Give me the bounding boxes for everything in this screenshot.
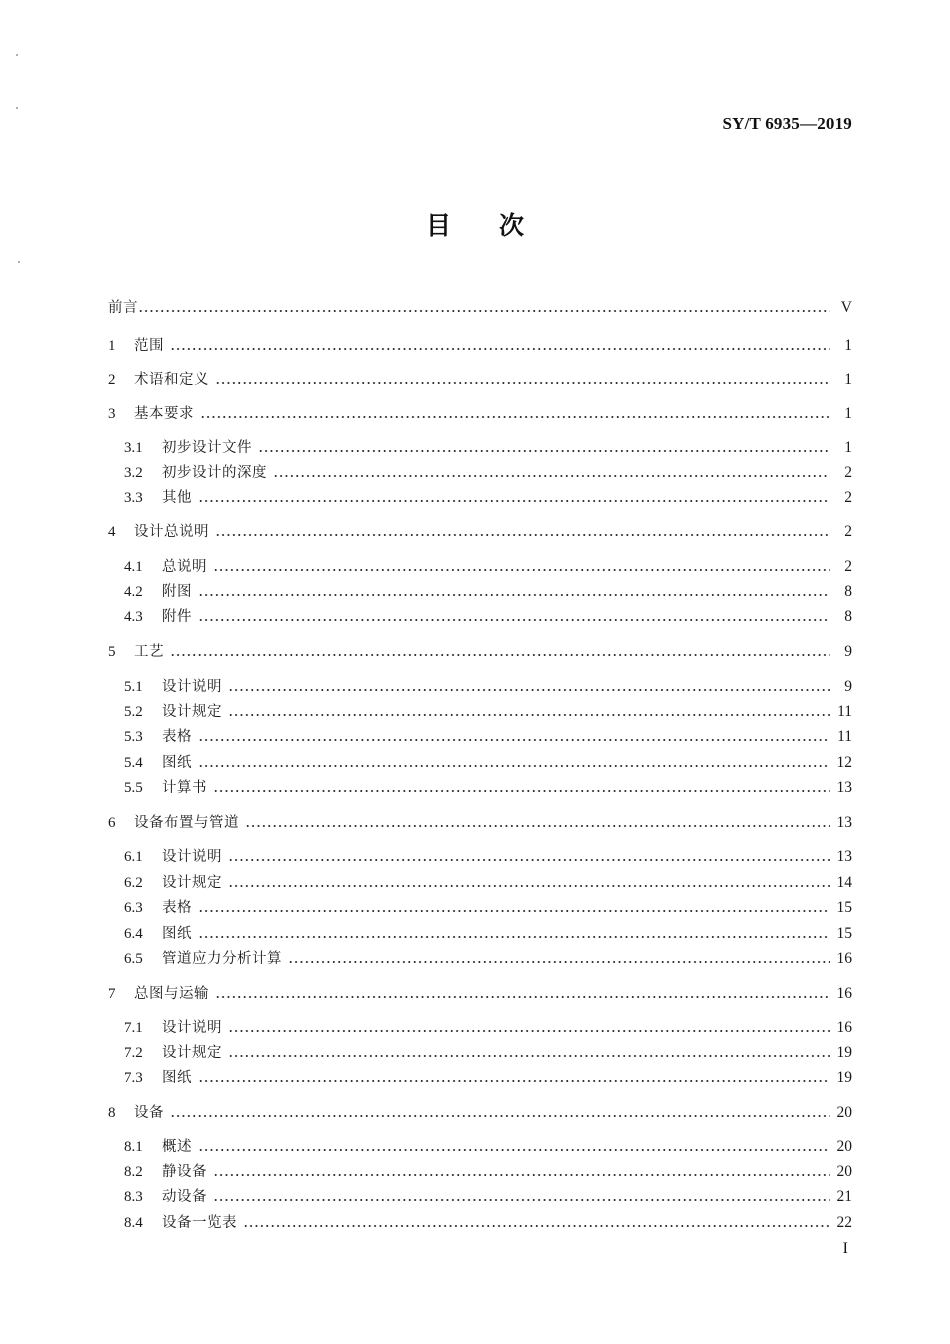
scan-artifact	[18, 261, 20, 263]
toc-entry-page: 2	[844, 558, 852, 575]
toc-entry-number: 4.3	[124, 609, 143, 625]
toc-entry-number: 1	[108, 338, 116, 354]
toc-entry-title: 设计说明	[162, 849, 222, 865]
toc-entry-number: 6.1	[124, 849, 143, 865]
dot-leader	[243, 1225, 830, 1227]
dot-leader	[228, 885, 830, 887]
toc-entry[interactable]	[108, 982, 852, 1006]
toc-entry-number: 5.3	[124, 729, 143, 745]
dot-leader	[228, 1055, 830, 1057]
dot-leader	[228, 859, 830, 861]
toc-entry-page: 16	[836, 985, 852, 1002]
toc-entry[interactable]	[108, 402, 852, 426]
toc-entry-page: 20	[836, 1163, 852, 1180]
toc-entry-number: 4.1	[124, 559, 143, 575]
toc-entry[interactable]	[124, 1160, 852, 1184]
toc-entry-number: 5	[108, 644, 116, 660]
toc-entry-page: 14	[836, 874, 852, 891]
scan-artifact	[16, 54, 18, 56]
toc-entry-number: 8.3	[124, 1189, 143, 1205]
toc-entry-title: 前言	[108, 300, 138, 316]
dot-leader	[198, 936, 830, 938]
toc-entry-page: 1	[844, 337, 852, 354]
toc-entry-number: 7.1	[124, 1020, 143, 1036]
toc-entry-number: 4.2	[124, 584, 143, 600]
dot-leader	[258, 450, 830, 452]
toc-entry[interactable]	[108, 1101, 852, 1125]
toc-entry[interactable]	[124, 461, 852, 485]
toc-entry-title: 设计说明	[162, 679, 222, 695]
toc-entry-title: 设计规定	[162, 875, 222, 891]
toc-entry-page: 11	[837, 728, 852, 745]
toc-entry-title: 设备布置与管道	[134, 815, 239, 831]
toc-entry-number: 3.1	[124, 440, 143, 456]
toc-entry-title: 设备一览表	[162, 1215, 237, 1231]
toc-entry-number: 3	[108, 406, 116, 422]
toc-entry[interactable]	[124, 700, 852, 724]
toc-entry[interactable]	[124, 1066, 852, 1090]
toc-entry-title: 基本要求	[134, 406, 194, 422]
toc-entry-page: 13	[836, 814, 852, 831]
toc-entry-title: 其他	[162, 490, 192, 506]
dot-leader	[198, 500, 830, 502]
dot-leader	[215, 382, 830, 384]
toc-entry-title: 初步设计的深度	[162, 465, 267, 481]
toc-entry-page: 9	[844, 643, 852, 660]
toc-entry-title: 图纸	[162, 926, 192, 942]
toc-entry-title: 总图与运输	[134, 986, 209, 1002]
toc-entry-number: 2	[108, 372, 116, 388]
toc-entry-page: 15	[836, 925, 852, 942]
toc-entry[interactable]	[124, 922, 852, 946]
toc-entry[interactable]	[124, 555, 852, 579]
toc-entry[interactable]	[124, 1211, 852, 1235]
toc-entry[interactable]	[108, 368, 852, 392]
toc-entry-page: 19	[836, 1044, 852, 1061]
toc-entry[interactable]	[108, 334, 852, 358]
toc-entry-number: 6.5	[124, 951, 143, 967]
toc-entry-number: 8.2	[124, 1164, 143, 1180]
dot-leader	[215, 534, 830, 536]
toc-entry-page: 8	[844, 608, 852, 625]
toc-entry-number: 5.1	[124, 679, 143, 695]
toc-entry-title: 静设备	[162, 1164, 207, 1180]
standard-code: SY/T 6935—2019	[722, 114, 852, 133]
toc-entry-title: 范围	[134, 338, 164, 354]
toc-entry-number: 8	[108, 1105, 116, 1121]
dot-leader	[198, 765, 830, 767]
dot-leader	[213, 1199, 830, 1201]
dot-leader	[215, 996, 830, 998]
toc-entry-title: 附件	[162, 609, 192, 625]
dot-leader	[198, 594, 830, 596]
dot-leader	[273, 475, 830, 477]
toc-entry-title: 图纸	[162, 1070, 192, 1086]
dot-leader	[198, 1149, 830, 1151]
dot-leader	[198, 619, 830, 621]
toc-entry-page: 2	[844, 464, 852, 481]
toc-entry-number: 5.5	[124, 780, 143, 796]
page-number: I	[842, 1240, 848, 1257]
toc-entry-number: 6.3	[124, 900, 143, 916]
toc-entry-page: 20	[836, 1104, 852, 1121]
toc-entry[interactable]	[124, 751, 852, 775]
toc-entry-title: 管道应力分析计算	[162, 951, 282, 967]
toc-entry[interactable]	[108, 296, 852, 320]
toc-entry-number: 6	[108, 815, 116, 831]
toc-entry[interactable]	[124, 776, 852, 800]
toc-entry-page: 2	[844, 523, 852, 540]
toc-entry-title: 动设备	[162, 1189, 207, 1205]
dot-leader	[200, 416, 830, 418]
toc-entry-number: 3.3	[124, 490, 143, 506]
toc-entry-title: 表格	[162, 900, 192, 916]
dot-leader	[170, 1115, 830, 1117]
toc-entry[interactable]	[124, 725, 852, 749]
toc-entry[interactable]	[124, 1135, 852, 1159]
toc-entry-page: 22	[836, 1214, 852, 1231]
toc-entry-page: 1	[844, 371, 852, 388]
toc-entry-page: 16	[836, 1019, 852, 1036]
dot-leader	[198, 910, 830, 912]
toc-entry-number: 7	[108, 986, 116, 1002]
toc-entry-number: 3.2	[124, 465, 143, 481]
toc-entry-title: 总说明	[162, 559, 207, 575]
toc-entry[interactable]	[124, 580, 852, 604]
toc-entry-title: 计算书	[162, 780, 207, 796]
dot-leader	[288, 961, 830, 963]
toc-entry-page: 1	[844, 405, 852, 422]
toc-entry-title: 概述	[162, 1139, 192, 1155]
toc-entry-number: 5.4	[124, 755, 143, 771]
toc-entry[interactable]	[124, 1016, 852, 1040]
toc-title-char: 次	[499, 211, 525, 240]
toc-entry[interactable]	[124, 1185, 852, 1209]
toc-entry-title: 设计总说明	[134, 524, 209, 540]
toc-entry-number: 8.1	[124, 1139, 143, 1155]
dot-leader	[170, 348, 830, 350]
toc-entry[interactable]	[124, 486, 852, 510]
toc-entry-number: 6.2	[124, 875, 143, 891]
toc-entry-page: 1	[844, 439, 852, 456]
toc-entry-page: 12	[836, 754, 852, 771]
toc-entry[interactable]	[124, 871, 852, 895]
toc-entry-number: 6.4	[124, 926, 143, 942]
dot-leader	[213, 790, 830, 792]
toc-entry-title: 表格	[162, 729, 192, 745]
toc-entry-number: 7.3	[124, 1070, 143, 1086]
toc-entry[interactable]	[124, 675, 852, 699]
dot-leader	[213, 1174, 830, 1176]
dot-leader	[228, 689, 830, 691]
toc-title	[0, 206, 950, 242]
toc-entry-title: 初步设计文件	[162, 440, 252, 456]
toc-entry-page: 9	[844, 678, 852, 695]
toc-entry-title: 工艺	[134, 644, 164, 660]
dot-leader	[213, 569, 830, 571]
dot-leader	[170, 654, 830, 656]
toc-entry-number: 8.4	[124, 1215, 143, 1231]
toc-entry-page: 13	[836, 779, 852, 796]
toc-entry-page: 20	[836, 1138, 852, 1155]
toc-entry-title: 设计规定	[162, 704, 222, 720]
dot-leader	[138, 310, 830, 312]
toc-entry-title: 图纸	[162, 755, 192, 771]
toc-entry[interactable]	[124, 845, 852, 869]
toc-entry-page: 8	[844, 583, 852, 600]
toc-entry-page: 21	[836, 1188, 852, 1205]
toc-entry[interactable]	[124, 896, 852, 920]
dot-leader	[228, 1030, 830, 1032]
dot-leader	[198, 1080, 830, 1082]
toc-entry-page: 2	[844, 489, 852, 506]
toc-entry[interactable]	[108, 520, 852, 544]
dot-leader	[245, 825, 830, 827]
toc-entry-title: 设计说明	[162, 1020, 222, 1036]
toc-entry-title: 设备	[134, 1105, 164, 1121]
toc-entry-number: 5.2	[124, 704, 143, 720]
toc-entry-page: 13	[836, 848, 852, 865]
toc-entry-page: 19	[836, 1069, 852, 1086]
toc-entry-page: 16	[836, 950, 852, 967]
toc-entry-title: 术语和定义	[134, 372, 209, 388]
toc-entry[interactable]	[124, 605, 852, 629]
toc-entry[interactable]	[124, 947, 852, 971]
toc-entry-page: V	[840, 299, 852, 316]
dot-leader	[198, 739, 830, 741]
toc-entry-page: 11	[837, 703, 852, 720]
scan-artifact	[16, 107, 18, 109]
toc-entry-page: 15	[836, 899, 852, 916]
toc-entry-title: 设计规定	[162, 1045, 222, 1061]
toc-entry-title: 附图	[162, 584, 192, 600]
dot-leader	[228, 714, 830, 716]
toc-title-char: 目	[425, 211, 451, 240]
toc-entry[interactable]	[108, 640, 852, 664]
toc-entry[interactable]	[124, 1041, 852, 1065]
toc-entry[interactable]	[124, 436, 852, 460]
toc-entry[interactable]	[108, 811, 852, 835]
toc-entry-number: 7.2	[124, 1045, 143, 1061]
toc-entry-number: 4	[108, 524, 116, 540]
